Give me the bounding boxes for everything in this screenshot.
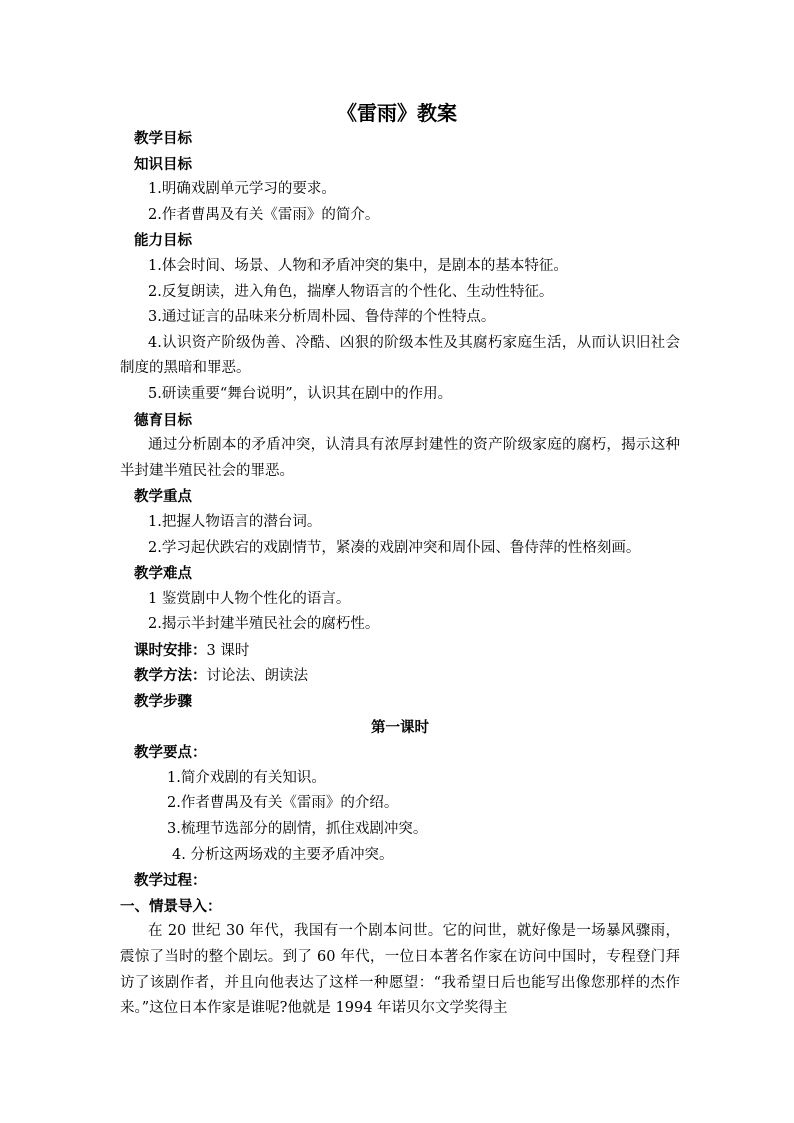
schedule-value: 3 课时 — [206, 642, 250, 659]
moral-heading: 德育目标 — [134, 411, 192, 429]
key-item: 1.把握人物语言的潜台词。 — [148, 513, 322, 530]
process-heading: 教学过程： — [134, 872, 207, 890]
points-item: 1.简介戏剧的有关知识。 — [167, 769, 326, 786]
schedule-line — [120, 638, 680, 664]
intro-text: 在 20 世纪 30 年代，我国有一个剧本问世。它的问世，就好像是一场暴风骤雨，震惊了当时的整个剧坛。到了 60 年代，一位日本著名作家在访问中国时，专程登门拜访了该剧作者，并且向他表达了这样一种愿望：“我希望日后也能写出像您那样的杰作来。”这位日本作家是谁呢?他就是 1994 年诺贝尔文学奖得主 — [120, 923, 680, 1017]
intro-heading: 一、情景导入： — [120, 897, 222, 915]
points-item: 2.作者曹禺及有关《雷雨》的介绍。 — [167, 795, 399, 812]
points-heading: 教学要点： — [134, 744, 207, 762]
ability-item: 4.认识资产阶级伪善、冷酷、凶狠的阶级本性及其腐朽家庭生活，从而认识旧社会制度的黑暗和罪恶。 — [120, 334, 680, 377]
knowledge-item: 2.作者曹禺及有关《雷雨》的简介。 — [148, 206, 380, 223]
method-line — [120, 663, 680, 689]
points-item: 4. 分析这两场戏的主要矛盾冲突。 — [172, 846, 394, 863]
ability-item: 1.体会时间、场景、人物和矛盾冲突的集中，是剧本的基本特征。 — [148, 257, 568, 274]
ability-heading: 能力目标 — [134, 232, 192, 250]
lesson1-heading: 第一课时 — [371, 718, 429, 736]
knowledge-item: 1.明确戏剧单元学习的要求。 — [148, 181, 336, 198]
points-item: 3.梳理节选部分的剧情，抓住戏剧冲突。 — [167, 821, 428, 838]
key-heading: 教学重点 — [134, 488, 192, 506]
knowledge-heading: 知识目标 — [134, 155, 192, 173]
ability-item: 3.通过证言的品味来分析周朴园、鲁侍萍的个性特点。 — [148, 309, 496, 326]
document-title: 《雷雨》教案 — [337, 101, 457, 125]
difficult-item: 2.揭示半封建半殖民社会的腐朽性。 — [148, 616, 380, 633]
ability-item: 2.反复朗读，进入角色，揣摩人物语言的个性化、生动性特征。 — [148, 283, 554, 300]
method-label: 教学方法： — [134, 667, 207, 685]
key-item: 2.学习起伏跌宕的戏剧情节，紧凑的戏剧冲突和周仆园、鲁侍萍的性格刻画。 — [148, 539, 641, 556]
method-value: 讨论法、朗读法 — [206, 668, 308, 685]
steps-heading: 教学步骤 — [134, 693, 192, 711]
schedule-label: 课时安排： — [134, 641, 207, 659]
ability-item: 5.研读重要“舞台说明”，认识其在剧中的作用。 — [148, 385, 453, 402]
difficult-heading: 教学难点 — [134, 565, 192, 583]
goals-heading: 教学目标 — [134, 130, 192, 147]
moral-text: 通过分析剧本的矛盾冲突，认清具有浓厚封建性的资产阶级家庭的腐朽，揭示这种半封建半殖民社会的罪恶。 — [120, 437, 680, 479]
document-body — [120, 126, 680, 1022]
difficult-item: 1 鉴赏剧中人物个性化的语言。 — [148, 590, 351, 607]
